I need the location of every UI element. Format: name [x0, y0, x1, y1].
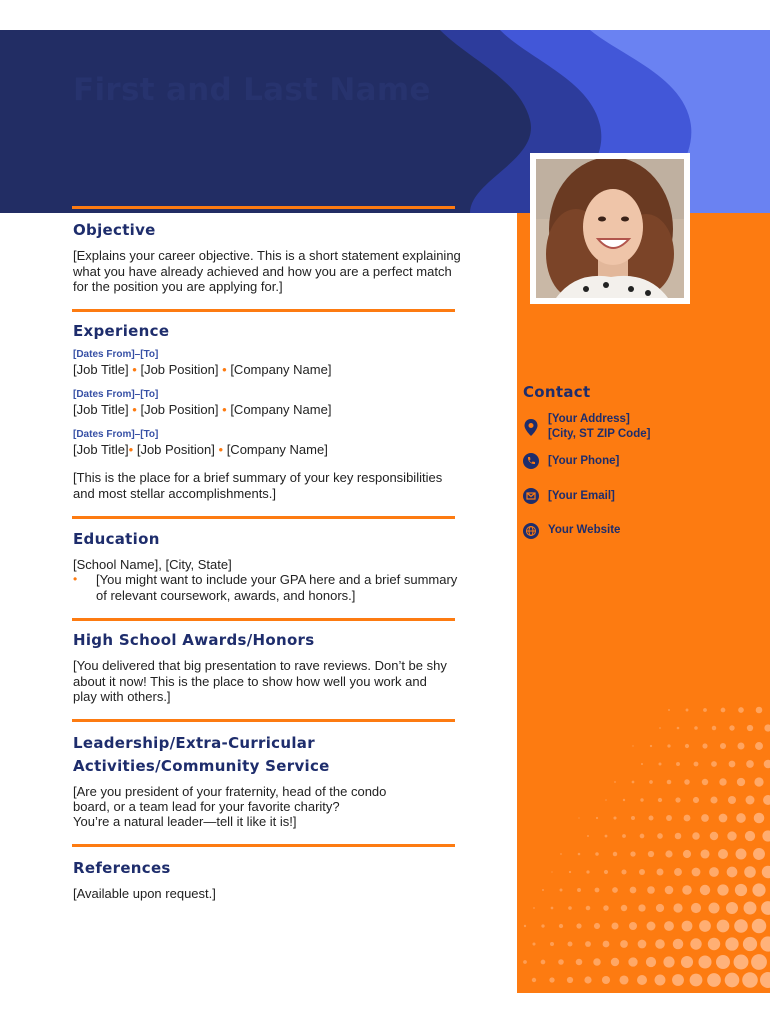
leadership-text-line1: [Are you president of your fraternity, head of the condo: [73, 784, 387, 799]
bullet-icon: •: [73, 572, 78, 586]
job-dates: [Dates From]–[To]: [73, 429, 159, 440]
job-dates: [Dates From]–[To]: [73, 389, 159, 400]
section-divider: [72, 516, 455, 519]
phone-icon: [523, 453, 539, 469]
job-dates: [Dates From]–[To]: [73, 349, 159, 360]
job-title: [Job Title]: [73, 362, 129, 377]
company-name: [Company Name]: [226, 442, 328, 457]
bullet-separator: •: [222, 362, 227, 377]
contact-heading: Contact: [523, 383, 591, 401]
section-divider: [72, 719, 455, 722]
company-name: [Company Name]: [230, 362, 332, 377]
experience-summary: [This is the place for a brief summary of your key responsibilities and most stellar accomplishments.]: [73, 470, 443, 501]
job-position: [Job Position]: [140, 402, 219, 417]
globe-icon: [523, 523, 539, 539]
contact-website: Your Website: [548, 524, 621, 536]
section-divider: [72, 206, 455, 209]
leadership-text-line2: board, or a team lead for your favorite charity?: [73, 799, 340, 814]
job-position: [Job Position]: [136, 442, 215, 457]
bullet-separator: •: [218, 442, 224, 457]
awards-heading: High School Awards/Honors: [73, 631, 315, 649]
bullet-separator: •: [132, 402, 137, 417]
bullet-separator: •: [132, 362, 137, 377]
job-position: [Job Position]: [140, 362, 219, 377]
email-icon: [523, 488, 539, 504]
objective-text: [Explains your career objective. This is a short statement explaining what you have already achieved and how you are a perfect match for the position you are applying for.]: [73, 248, 461, 294]
bullet-separator: •: [128, 442, 134, 457]
halftone-dots-decoration: [517, 700, 770, 993]
education-detail: [You might want to include your GPA here and a brief summary of relevant coursework, awards, and honors.]: [96, 572, 458, 603]
education-heading: Education: [73, 530, 160, 548]
profile-photo: [536, 159, 684, 298]
company-name: [Company Name]: [230, 402, 332, 417]
leadership-text-line3: You’re a natural leader—tell it like it is!]: [73, 814, 297, 829]
education-school: [School Name], [City, State]: [73, 557, 232, 572]
contact-email: [Your Email]: [548, 490, 615, 502]
contact-address-line2: [City, ST ZIP Code]: [548, 428, 651, 440]
candidate-name: First and Last Name: [73, 72, 431, 108]
location-pin-icon: [523, 418, 539, 436]
awards-text: [You delivered that big presentation to rave reviews. Don’t be shy about it now! This is the place to show how well you work and play with others.]: [73, 658, 447, 704]
profile-photo-frame: [530, 153, 690, 304]
section-divider: [72, 844, 455, 847]
job-title: [Job Title]: [73, 402, 129, 417]
contact-address-line1: [Your Address]: [548, 413, 630, 425]
bullet-separator: •: [222, 402, 227, 417]
references-text: [Available upon request.]: [73, 886, 216, 901]
job-line: [73, 402, 331, 417]
job-line: [73, 442, 328, 457]
job-line: [73, 362, 331, 377]
section-divider: [72, 309, 455, 312]
references-heading: References: [73, 859, 171, 877]
leadership-heading-line2: Activities/Community Service: [73, 757, 330, 775]
experience-heading: Experience: [73, 322, 170, 340]
contact-phone: [Your Phone]: [548, 455, 620, 467]
objective-heading: Objective: [73, 221, 156, 239]
leadership-heading-line1: Leadership/Extra-Curricular: [73, 734, 315, 752]
job-title: [Job Title]: [73, 442, 129, 457]
section-divider: [72, 618, 455, 621]
